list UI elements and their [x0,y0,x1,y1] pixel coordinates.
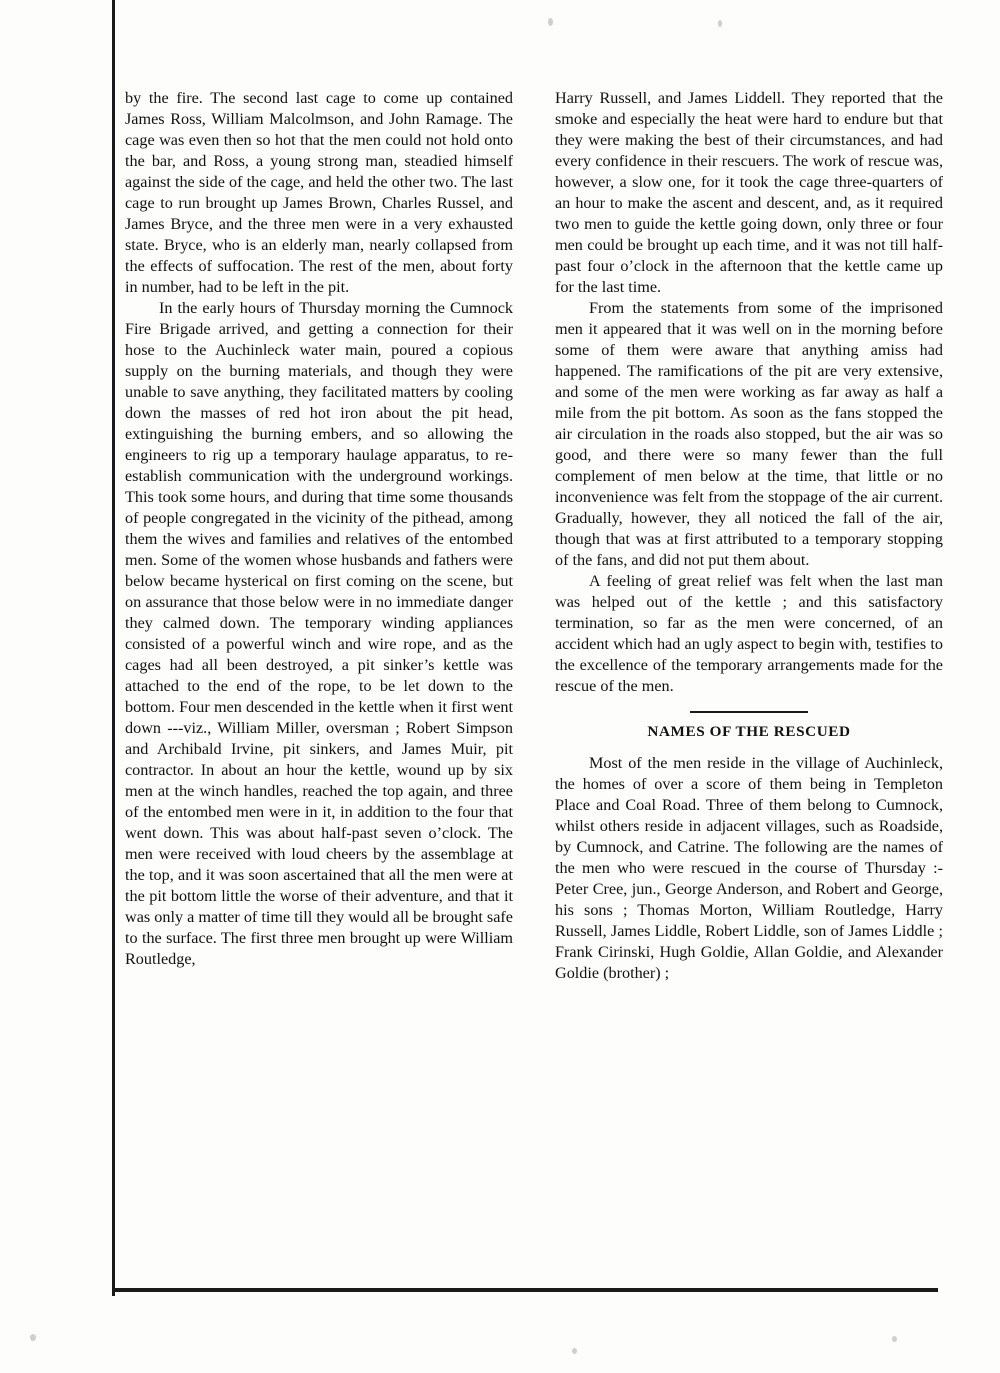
paragraph: A feeling of great relief was felt when the last man was helped out of the kettle ; and this satisfactory termination, so far as the men were concerned, of an accident which had an ugly aspect to begin with, testifies to the excellence of the temporary arrangements made for the rescue of the men. [555,572,943,695]
paragraph: From the statements from some of the imprisoned men it appeared that it was well on in the morning before some of them were aware that anything amiss had happened. The ramifications of the pit are very extensive, and some of the men were working as far away as half a mile from the pit bottom. As soon as the fans stopped the air circulation in the roads also stopped, but the air was so good, and there were so many fewer than the full complement of men below at the time, that little or no inconvenience was felt from the stoppage of the air current. Gradually, however, they all noticed the fall of the air, though that was at first attributed to a temporary stopping of the fans, and did not put them about. [555,299,943,569]
left-column [125,88,513,984]
page-bottom-border [112,1288,938,1292]
scan-speckle [718,20,722,27]
paragraph: by the fire. The second last cage to come up contained James Ross, William Malcolmson, and John Ramage. The cage was even then so hot that the men could not hold onto the bar, and Ross, a young strong man, steadied himself against the side of the cage, and held the other two. The last cage to run brought up James Brown, Charles Russel, and James Bryce, and the three men were in a very exhausted state. Bryce, who is an elderly man, nearly collapsed from the effects of suffocation. The rest of the men, about forty in number, had to be left in the pit. [125,89,513,296]
paragraph: Most of the men reside in the village of Auchinleck, the homes of over a score of them being in Templeton Place and Coal Road. Three of them belong to Cumnock, whilst others reside in adjacent villages, such as Roadside, by Cumnock, and Catrine. The following are the names of the men who were rescued in the course of Thursday :- Peter Cree, jun., George Anderson, and Robert and George, his sons ; Thomas Morton, William Routledge, Harry Russell, James Liddle, Robert Liddle, son of James Liddle ; Frank Cirinski, Hugh Goldie, Allan Goldie, and Alexander Goldie (brother) ; [555,754,943,982]
scan-speckle [572,1348,577,1354]
scan-speckle [30,1334,36,1341]
scan-speckle [892,1336,897,1342]
scan-speckle [548,18,553,26]
right-column [555,88,943,984]
page-left-border [112,0,115,1296]
paragraph: In the early hours of Thursday morning the Cumnock Fire Brigade arrived, and getting a connection for their hose to the Auchinleck water main, poured a copious supply on the burning materials, and though they were unable to save anything, they facilitated matters by cooling down the masses of red hot iron about the pit head, extinguishing the burning embers, and so allowing the engineers to rig up a temporary haulage apparatus, to re-establish communication with the underground workings. This took some hours, and during that time some thousands of people congregated in the vicinity of the pithead, among them the wives and families and relatives of the entombed men. Some of the women whose husbands and fathers were below became hysterical on first coming on the scene, but on assurance that those below were in no immediate danger they calmed down. The temporary winding appliances consisted of a powerful winch and wire rope, and as the cages had all been destroyed, a pit sinker’s kettle was attached to the end of the rope, to be let down to the bottom. Four men descended in the kettle when it first went down ---viz., William Miller, oversman ; Robert Simpson and Archibald Irvine, pit sinkers, and James Muir, pit contractor. In about an hour the kettle, wound up by six men at the winch handles, reached the top again, and three of the entombed men were in it, in addition to the four that went down. This was about half-past seven o’clock. The men were received with loud cheers by the assemblage at the top, and it was soon ascertained that all the men were at the pit bottom little the worse of their adventure, and that it was only a matter of time till they would all be brought safe to the surface. The first three men brought up were William Routledge, [125,299,513,968]
section-divider-rule [690,711,808,713]
paragraph: Harry Russell, and James Liddell. They reported that the smoke and especially the heat were hard to endure but that they were making the best of their circumstances, and had every confidence in their rescuers. The work of rescue was, however, a slow one, for it took the cage three-quarters of an hour to make the ascent and descent, and, as it required two men to guide the kettle going down, only three or four men could be brought up each time, and it was not till half-past four o’clock in the afternoon that the kettle came up for the last time. [555,89,943,296]
section-heading: NAMES OF THE RESCUED [647,723,851,740]
two-column-text-body [125,88,943,984]
